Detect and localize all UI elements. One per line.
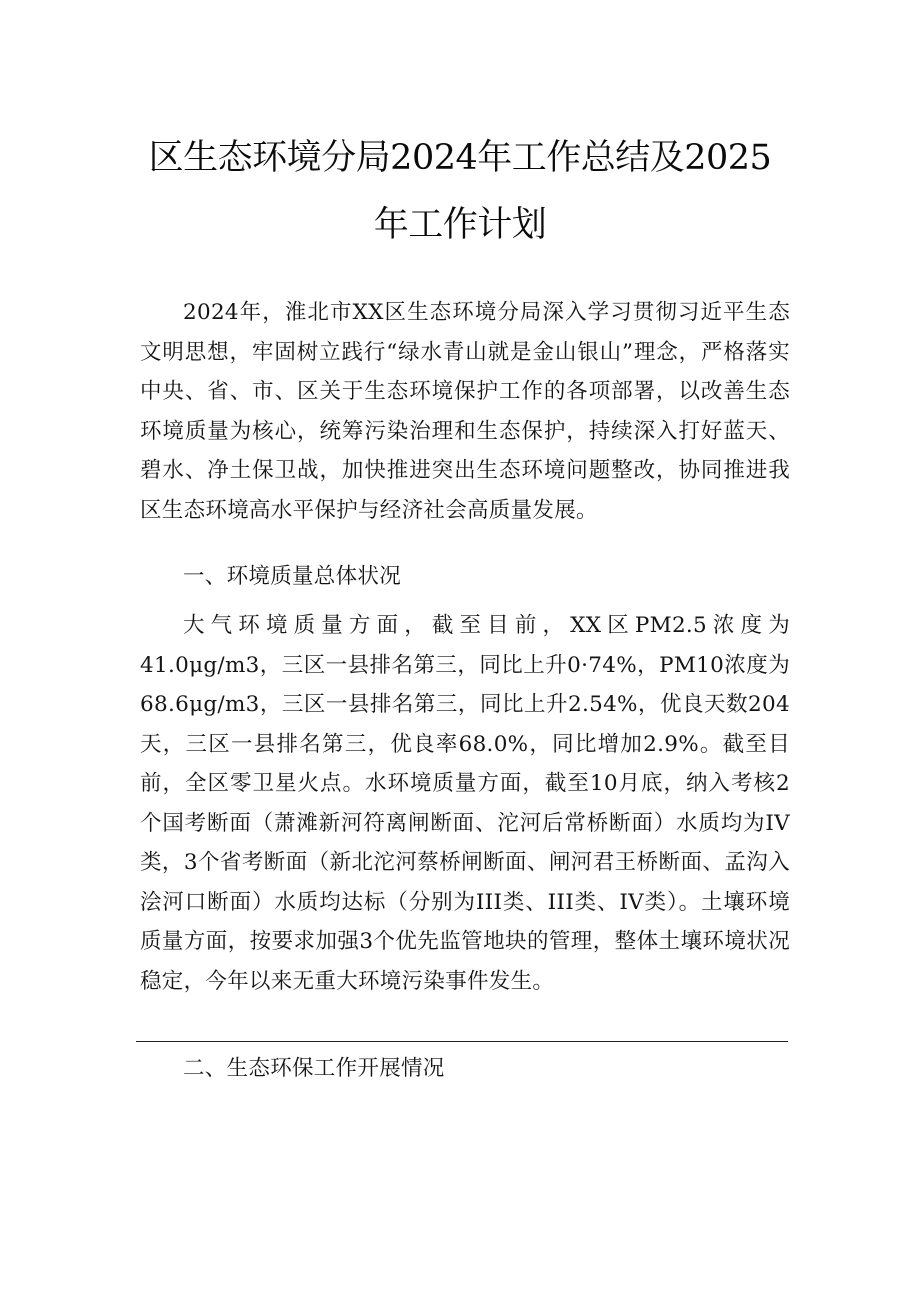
section-2-heading: 二、生态环保工作开展情况 (183, 1056, 445, 1081)
page-divider (136, 1041, 788, 1042)
document-title-line-2: 年工作计划 (373, 205, 547, 245)
section-1-heading: 一、环境质量总体状况 (183, 564, 402, 589)
section-1-paragraph: 大气环境质量方面，截至目前，XX区PM2.5浓度为41.0μg/m3，三区一县排名第三，同比上升0·74%，PM10浓度为68.6μg/m3，三区一县排名第三，同比上升2.54%，优良天数204天，三区一县排名第三，优良率68.0%，同比增加2.9%。截至目前，全区零卫星火点。水环境质量方面，截至10月底，纳入考核2个国考断面（萧滩新河符离闸断面、沱河后常桥断面）水质均为IV类，3个省考断面（新北沱河蔡桥闸断面、闸河君王桥断面、孟沟入浍河口断面）水质均达标（分别为III类、III类、IV类）。土壤环境质量方面，按要求加强3个优先监管地块的管理，整体土壤环境状况稳定，今年以来无重大环境污染事件发生。 (140, 613, 790, 994)
intro-paragraph: 2024年，淮北市XX区生态环境分局深入学习贯彻习近平生态文明思想，牢固树立践行“绿水青山就是金山银山”理念，严格落实中央、省、市、区关于生态环境保护工作的各项部署，以改善生态环境质量为核心，统筹污染治理和生态保护，持续深入打好蓝天、碧水、净土保卫战，加快推进突出生态环境问题整改，协同推进我区生态环境高水平保护与经济社会高质量发展。 (140, 300, 790, 523)
document-title-line-1: 区生态环境分局2024年工作总结及2025 (148, 138, 772, 178)
